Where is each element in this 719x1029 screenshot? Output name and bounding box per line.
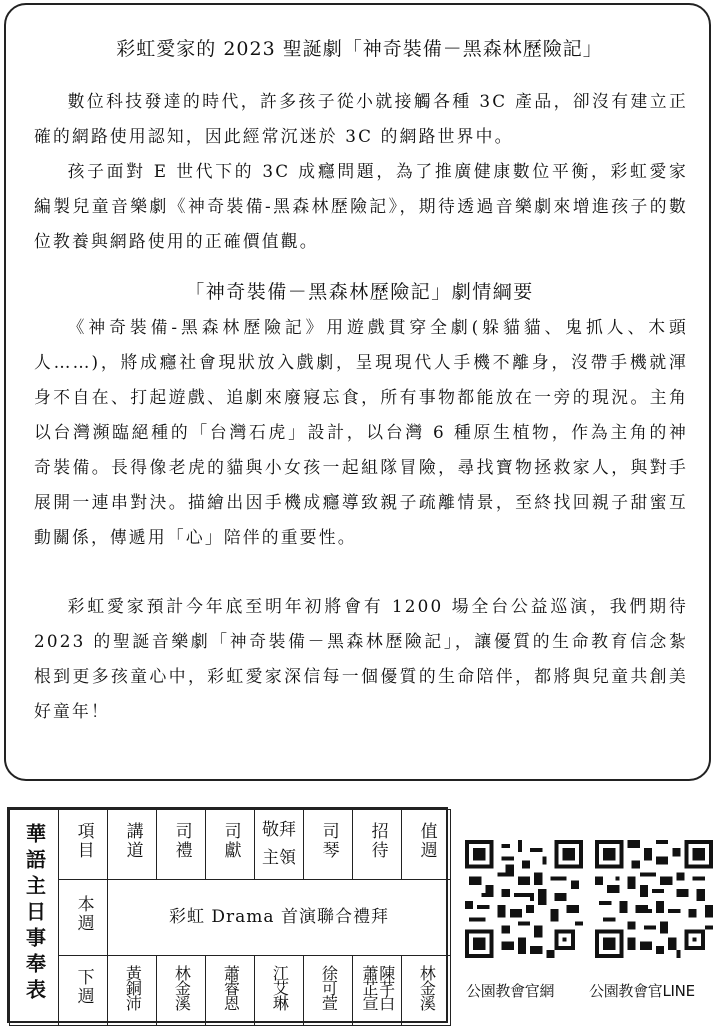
header-offering: 司獻 [206, 810, 255, 880]
service-schedule-table [7, 807, 448, 1023]
schedule-side-title [10, 810, 59, 1026]
row-label-next-week: 下週 [59, 956, 108, 1026]
schedule-side-title-text: 華語主日事奉表 [22, 823, 47, 1006]
line-qr-code[interactable] [595, 840, 713, 958]
row-label-this-week: 本週 [59, 880, 108, 956]
header-duty: 值週 [402, 810, 451, 880]
website-qr-code[interactable] [465, 840, 583, 958]
website-qr-label: 公園教會官網 [466, 982, 555, 1000]
next-week-duty: 林金溪 [402, 956, 451, 1026]
next-week-pianist: 徐可萱 [304, 956, 353, 1026]
header-liturgist: 司禮 [157, 810, 206, 880]
next-week-worship-leader: 江艾琳 [255, 956, 304, 1026]
this-week-event: 彩虹 Drama 首演聯合禮拜 [108, 880, 451, 956]
next-week-sermon: 黃銅沛 [108, 956, 157, 1026]
paragraph-intro: 數位科技發達的時代，許多孩子從小就接觸各種 3C 產品，卻沒有建立正確的網路使用認知，因此經常沉迷於 3C 的網路世界中。 [34, 91, 688, 146]
header-worship-leader: 敬拜主領 [255, 810, 304, 880]
next-week-usher: 陳芊白 蕭芷宣 [353, 956, 402, 1026]
header-sermon: 講道 [108, 810, 157, 880]
paragraph-synopsis: 《神奇裝備-黑森林歷險記》用遊戲貫穿全劇(躲貓貓、鬼抓人、木頭人……)，將成癮社會現狀放入戲劇，呈現現代人手機不離身，沒帶手機就渾身不自在、打起遊戲、追劇來廢寢忘食，所有事物都能放在一旁的現況。主角以台灣瀕臨絕種的「台灣石虎」設計，以台灣 6 種原生植物，作為主角的神奇裝備。長得像老虎的貓與小女孩一起組隊冒險，尋找寶物拯救家人，與對手展開一連串對決。描繪出因手機成癮導致親子疏離情景，至終找回親子甜蜜互動關係，傳遞用「心」陪伴的重要性。 [34, 317, 688, 547]
next-week-liturgist: 林金溪 [157, 956, 206, 1026]
header-pianist: 司琴 [304, 810, 353, 880]
header-usher: 招待 [353, 810, 402, 880]
paragraph-addiction: 孩子面對 E 世代下的 3C 成癮問題，為了推廣健康數位平衡，彩虹愛家編製兒童音樂劇《神奇裝備-黑森林歷險記》，期待透過音樂劇來增進孩子的數位教養與網路使用的正確價值觀。 [34, 161, 688, 251]
paragraph-tour: 彩虹愛家預計今年底至明年初將會有 1200 場全台公益巡演，我們期待 2023 的聖誕音樂劇「神奇裝備－黑森林歷險記」，讓優質的生命教育信念紮根到更多孩童心中，彩虹愛家深信每一個優質的生命陪伴，都將與兒童共創美好童年！ [34, 596, 688, 721]
article-title: 彩虹愛家的 2023 聖誕劇「神奇裝備－黑森林歷險記」 [116, 38, 603, 60]
header-item: 項目 [59, 810, 108, 880]
line-qr-label: 公園教會官LINE [589, 982, 695, 1000]
next-week-offering: 蕭睿恩 [206, 956, 255, 1026]
synopsis-heading: 「神奇裝備－黑森林歷險記」劇情綱要 [185, 281, 534, 303]
